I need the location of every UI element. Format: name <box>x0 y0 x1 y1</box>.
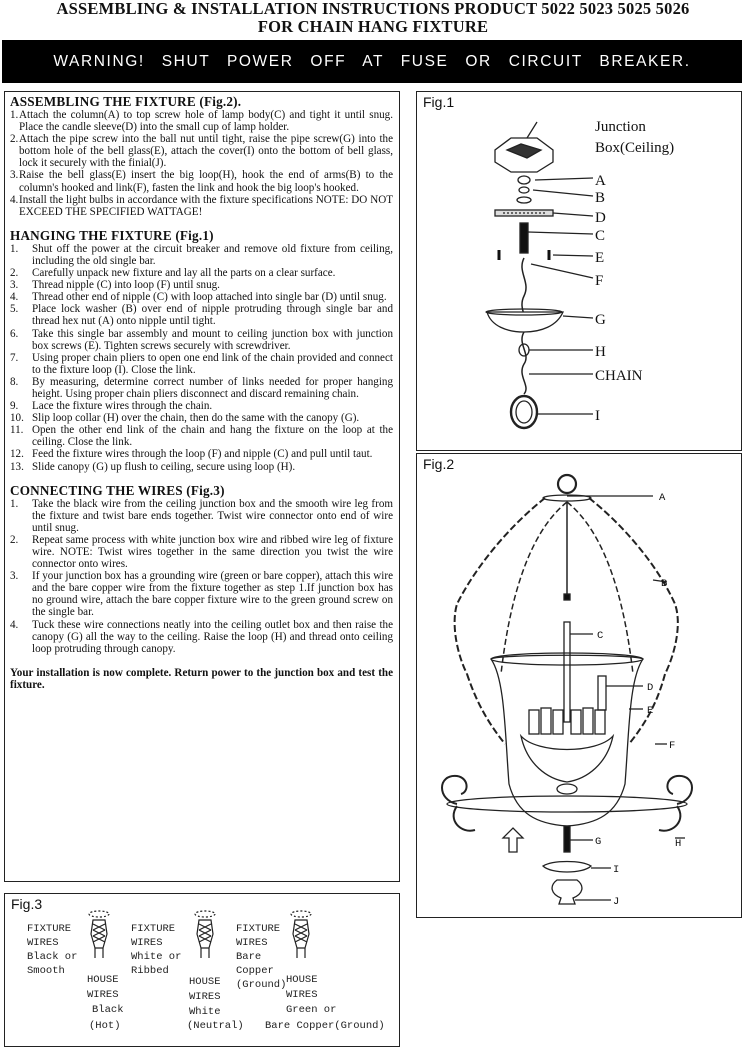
fig3-house-text: (Neutral) <box>187 1020 244 1032</box>
fig3-house-text: WIRES <box>286 989 318 1001</box>
fig1-junction-label-1: Junction <box>595 119 646 135</box>
fig3-house-text: WIRES <box>87 989 119 1001</box>
fig2-part-label: B <box>661 578 668 590</box>
list-item: 4. Thread other end of nipple (C) with loop attached into single bar (D) until snug. <box>10 291 387 304</box>
list-item: 13. Slide canopy (G) up flush to ceiling, secure using loop (H). <box>10 460 296 473</box>
list-item: 10. Slip loop collar (H) over the chain, then do the same with the canopy (G). <box>10 412 360 425</box>
fig3-fixture-text: (Ground) <box>236 979 287 991</box>
connecting-section <box>10 483 393 655</box>
fig1-part-label: B <box>595 190 606 206</box>
instructions-panel <box>4 91 400 882</box>
fig1-hanging-diagram <box>416 91 742 451</box>
assembling-heading: ASSEMBLING THE FIXTURE (Fig.2). <box>10 94 242 109</box>
junction-pointer-line <box>527 122 537 138</box>
connecting-heading: CONNECTING THE WIRES (Fig.3) <box>10 482 225 498</box>
connecting-steps <box>10 498 393 655</box>
list-item: 1. Attach the column(A) to top screw hole of lamp body(C) and tight it until snug. Place the candle sleeve(D) into the small cup of lamp holder. <box>10 109 393 134</box>
fig3-house-text: Black <box>92 1004 124 1016</box>
hanging-steps <box>10 243 393 473</box>
list-item: 9. Lace the fixture wires through the chain. <box>10 400 213 413</box>
junction-box-inner <box>507 144 541 158</box>
fig1-illustration <box>417 92 743 452</box>
fig1-part-label: E <box>595 250 605 266</box>
fig3-fixture-text: FIXTURE <box>131 923 176 935</box>
list-item: 8. By measuring, determine correct number of links needed for proper hanging height. Using proper chain pliers disconnect and discard remaining chain. <box>10 375 393 400</box>
fig3-fixture-text: Bare <box>236 951 262 963</box>
fig3-fixture-text: Black or <box>27 951 78 963</box>
fig1-part-label: I <box>595 408 600 424</box>
fig2-illustration <box>417 454 743 919</box>
assembling-section <box>10 94 393 218</box>
fig3-fixture-text: FIXTURE <box>236 923 281 935</box>
list-item: 2. Carefully unpack new fixture and lay all the parts on a clear surface. <box>10 267 336 280</box>
fig3-house-text: HOUSE <box>189 976 221 988</box>
list-item: 2. Repeat same process with white junction box wire and ribbed wire leg of fixture wire. NOTE: Twist wires together in the same direction you twist the wire connector onto wires. <box>10 533 393 571</box>
fig1-part-label: F <box>595 273 604 289</box>
list-item: 5. Place lock washer (B) over end of nipple protruding through single bar and thread hex nut (A) onto nipple until tight. <box>10 303 393 328</box>
fig3-house-text: White <box>189 1006 221 1018</box>
list-item: 11. Open the other end link of the chain and hang the fixture on the loop at the ceiling. Close the link. <box>10 424 393 449</box>
fig1-part-label: A <box>595 173 606 189</box>
hanging-section <box>10 228 393 473</box>
fig2-assembly-diagram <box>416 453 742 918</box>
list-item: 4. Install the light bulbs in accordance with the fixture specifications NOTE: DO NOT EXCEED THE SPECIFIED WATTAGE! <box>10 193 393 218</box>
list-item: 4. Tuck these wire connections neatly into the ceiling outlet box and then raise the canopy (G) all the way to the ceiling. Raise the loop (H) and thread onto ceiling loop protruding through canopy. <box>10 618 393 655</box>
fig3-house-text: (Hot) <box>89 1020 121 1032</box>
list-item: 1. Take the black wire from the ceiling junction box and the smooth wire leg from the fixture and twist bare ends together. Twist wire connector onto end of wire until snug. <box>10 497 393 534</box>
list-item: 6. Take this single bar assembly and mount to ceiling junction box with junction box screws (E). Tighten screws securely with screwdriver. <box>10 327 393 352</box>
hanging-heading: HANGING THE FIXTURE (Fig.1) <box>10 227 214 243</box>
list-item: 3. Thread nipple (C) into loop (F) until snug. <box>10 279 220 292</box>
fig3-wiring-diagram <box>4 893 400 1047</box>
fig3-label: Fig.3 <box>11 896 43 912</box>
fig3-illustration <box>5 894 401 1048</box>
fig1-part-label: D <box>595 210 606 226</box>
fig3-house-text: HOUSE <box>286 974 318 986</box>
fig1-part-label: C <box>595 228 606 244</box>
list-item: 12. Feed the fixture wires through the loop (F) and nipple (C) and pull until taut. <box>10 448 373 461</box>
list-item: 2. Attach the pipe screw into the ball nut until tight, raise the pipe screw(G) into the bottom hole of the bell glass(E), attach the cover(I) onto the bottom of bell glass, lock it securely with the finial(J). <box>10 133 393 170</box>
fig1-part-label: H <box>595 344 606 360</box>
fig3-fixture-text: Copper <box>236 965 274 977</box>
fig1-part-label: CHAIN <box>595 368 643 384</box>
list-item: 3. If your junction box has a grounding wire (green or bare copper), attach this wire and the bare copper wire from the fixture together as step 1.If junction box has no ground wire, attach the bare copper fixture wire to the green ground screw on the single bar. <box>10 570 393 619</box>
assembling-steps <box>10 109 393 218</box>
fig1-part-label: G <box>595 312 606 328</box>
wire-connector-icon <box>195 911 215 958</box>
fig3-fixture-text: WIRES <box>236 937 268 949</box>
fig3-house-text: WIRES <box>189 991 221 1003</box>
wire-connector-icon <box>89 911 109 958</box>
fig1-label: Fig.1 <box>423 94 455 110</box>
fig2-part-label: J <box>613 896 620 908</box>
document-title <box>0 0 746 36</box>
fig3-house-text: HOUSE <box>87 974 119 986</box>
fig2-part-label: G <box>595 836 602 848</box>
list-item: 7. Using proper chain pliers to open one end link of the chain provided and connect to the fixture loop (I). Close the link. <box>10 351 393 376</box>
warning-banner: WARNING! SHUT POWER OFF AT FUSE OR CIRCUIT BREAKER. <box>2 40 742 83</box>
fig3-fixture-text: White or <box>131 951 182 963</box>
fig2-part-label: D <box>647 682 654 694</box>
fig3-fixture-text: WIRES <box>131 937 163 949</box>
fig3-house-text: Bare Copper(Ground) <box>265 1020 385 1032</box>
fig2-part-label: H <box>675 838 682 850</box>
fig3-house-text: Green or <box>286 1004 337 1016</box>
completion-note: Your installation is now complete. Return power to the junction box and test the fixture. <box>10 666 393 691</box>
list-item: 3. Raise the bell glass(E) insert the big loop(H), hook the end of arms(B) to the column's hooked and link(F), fasten the link and hook the big loop's hooked. <box>10 169 393 194</box>
fig2-part-label: F <box>669 740 676 752</box>
fig2-part-label: A <box>659 492 666 504</box>
fig2-part-label: E <box>647 705 654 717</box>
fig3-fixture-text: Ribbed <box>131 965 169 977</box>
fig3-fixture-text: FIXTURE <box>27 923 72 935</box>
fig1-junction-label-2: Box(Ceiling) <box>595 140 675 156</box>
fig2-part-label: C <box>597 630 604 642</box>
fig2-label: Fig.2 <box>423 456 455 472</box>
fig3-fixture-text: Smooth <box>27 965 65 977</box>
title-line-1: ASSEMBLING & INSTALLATION INSTRUCTIONS PRODUCT 5022 5023 5025 5026 <box>56 0 690 18</box>
fig2-part-label: I <box>613 864 620 876</box>
list-item: 1. Shut off the power at the circuit breaker and remove old fixture from ceiling, including the old single bar. <box>10 242 393 267</box>
wire-connector-icon <box>291 911 311 958</box>
title-line-2: FOR CHAIN HANG FIXTURE <box>257 17 489 36</box>
fig3-fixture-text: WIRES <box>27 937 59 949</box>
